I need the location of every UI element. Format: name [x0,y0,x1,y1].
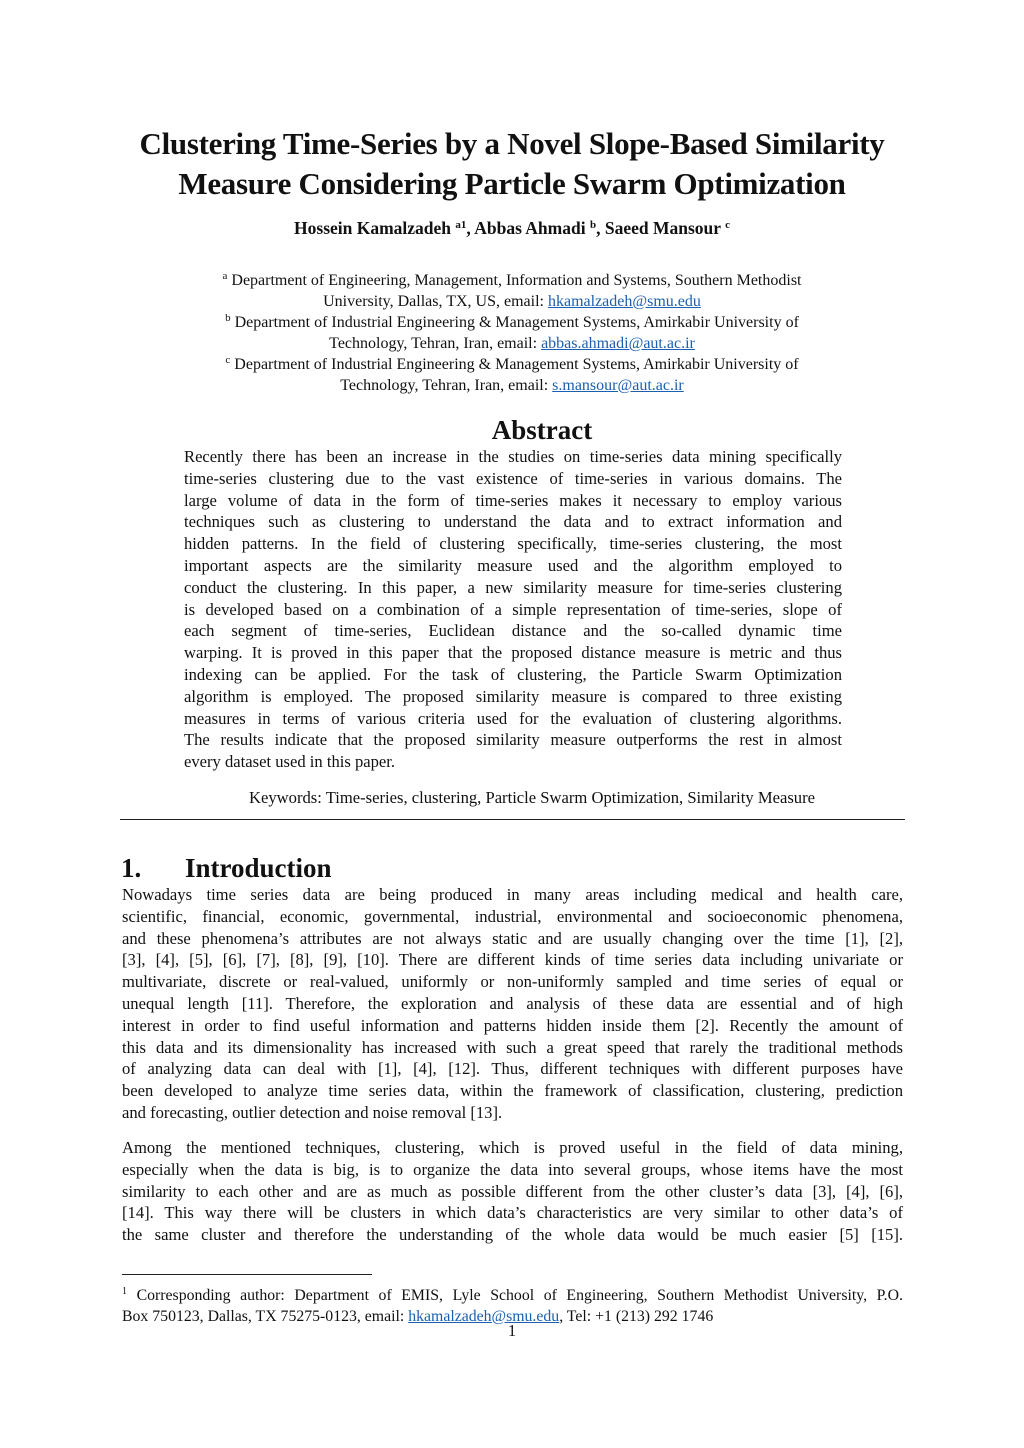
section-heading [121,851,332,885]
author-name: Hossein Kamalzadeh [294,218,452,238]
affiliation-text: University, Dallas, TX, US, email: [323,293,548,310]
email-link[interactable]: hkamalzadeh@smu.edu [547,293,701,310]
abstract-line: warping. It is proved in this paper that the proposed distance measure is metric and thus [184,643,842,663]
paragraph-line: especially when the data is big, is to organize the data into several groups, whose items have the most [122,1159,903,1179]
abstract-line: conduct the clustering. In this paper, a new similarity measure for time-series clustering [184,577,842,597]
paragraph-line: and forecasting, outlier detection and noise removal [13]. [122,1102,503,1122]
affiliations [180,270,844,396]
page-number: 1 [507,1321,517,1340]
abstract-line: each segment of time-series, Euclidean distance and the so-called dynamic time [184,621,842,641]
footnote-text: Corresponding author: Department of EMIS, Lyle School of Engineering, Southern Methodist University, P.O. [127,1287,903,1304]
abstract-line: techniques such as clustering to understand the data and to extract information and [184,512,842,532]
author-separator: , [466,218,475,238]
author-name: Saeed Mansour [604,218,721,238]
abstract-line: measures in terms of various criteria used for the evaluation of clustering algorithms. [184,708,842,728]
footnote-text: , Tel: +1 (213) 292 1746 [559,1308,714,1325]
abstract-line: algorithm is employed. The proposed similarity measure is compared to three existing [184,686,842,706]
affiliation-line [180,333,844,354]
author-affiliation-mark: b [589,219,597,231]
abstract-line: important aspects are the similarity measure used and the algorithm employed to [184,555,842,575]
affiliation-mark: c [225,354,231,366]
affiliation-line [180,291,844,312]
email-link[interactable]: abbas.ahmadi@aut.ac.ir [541,335,695,352]
author-list [100,216,924,240]
affiliation-line [180,312,844,333]
email-link[interactable]: s.mansour@aut.ac.ir [552,377,684,394]
paragraph-line: unequal length [11]. Therefore, the exploration and analysis of these data are essential and of high [122,993,903,1013]
title-line-2: Measure Considering Particle Swarm Optimization [178,166,846,201]
abstract-heading: Abstract [491,415,593,445]
footnote-divider [122,1274,372,1275]
author-affiliation-mark: c [725,219,730,231]
keywords: Keywords: Time-series, clustering, Particle Swarm Optimization, Similarity Measure [249,788,815,807]
paragraph-line: multivariate, discrete or real-valued, uniformly or non-uniformly sampled and time series of equal or [122,972,903,992]
affiliation-line [180,270,844,291]
section-title: Introduction [185,853,332,883]
abstract-line: hidden patterns. In the field of clustering specifically, time-series clustering, the most [184,534,842,554]
paragraph-line: this data and its dimensionality has increased with such a great speed that rarely the traditional methods [122,1037,903,1057]
affiliation-text: Department of Industrial Engineering & Management Systems, Amirkabir University of [234,314,799,331]
intro-paragraph-2 [122,1137,903,1246]
affiliation-text: Technology, Tehran, Iran, email: [329,335,542,352]
paragraph-line: of analyzing data can deal with [1], [4], [12]. Thus, different techniques with different purposes have [122,1059,903,1079]
footnote-text: Box 750123, Dallas, TX 75275-0123, email: [122,1308,409,1325]
author-separator: , [596,218,605,238]
paragraph-line: Among the mentioned techniques, clustering, which is proved useful in the field of data mining, [122,1138,903,1157]
affiliation-mark: a [222,270,228,282]
footnote-mark: 1 [122,1286,127,1297]
abstract-line: indexing can be applied. For the task of clustering, the Particle Swarm Optimization [184,664,842,684]
affiliation-text: Technology, Tehran, Iran, email: [340,377,553,394]
abstract-line: large volume of data in the form of time-series makes it necessary to employ various [184,490,842,510]
abstract-line: The results indicate that the proposed similarity measure outperforms the rest in almost [184,730,842,750]
paper-title [100,124,924,204]
paragraph-line: similarity to each other and are as much as possible different from the other cluster’s data [3], [4], [6], [122,1181,903,1201]
intro-paragraph-1 [122,884,903,1124]
paragraph-line: [3], [4], [5], [6], [7], [8], [9], [10]. There are different kinds of time series data including univariate or [122,950,903,970]
paragraph-line: the same cluster and therefore the understanding of the whole data would be much easier [5] [15]. [122,1225,903,1245]
affiliation-line [180,375,844,396]
author-name: Abbas Ahmadi [474,218,586,238]
paragraph-line: scientific, financial, economic, governmental, industrial, environmental and socioeconomic phenomena, [122,906,903,926]
abstract-line: Recently there has been an increase in the studies on time-series data mining specifically [184,447,842,466]
abstract-line: every dataset used in this paper. [184,752,396,772]
author-affiliation-mark: a1 [455,219,467,231]
abstract-body [184,446,842,773]
section-divider [120,819,905,820]
affiliation-text: Department of Industrial Engineering & Management Systems, Amirkabir University of [234,356,799,373]
abstract-line: is developed based on a combination of a simple representation of time-series, slope of [184,599,842,619]
paragraph-line: and these phenomena’s attributes are not always static and are usually changing over the time [1], [2], [122,928,903,948]
title-line-1: Clustering Time-Series by a Novel Slope-Based Similarity [139,126,885,161]
abstract-line: time-series clustering due to the vast existence of time-series in various domains. The [184,468,842,488]
paragraph-line: interest in order to find useful information and patterns hidden inside them [2]. Recently the amount of [122,1015,903,1035]
paragraph-line: [14]. This way there will be clusters in which data’s characteristics are very similar to other data’s of [122,1203,903,1223]
section-number: 1. [121,853,142,883]
footnote-line [122,1285,903,1306]
paragraph-line: been developed to analyze time series data, within the framework of classification, clustering, prediction [122,1081,903,1101]
affiliation-line [180,354,844,375]
affiliation-text: Department of Engineering, Management, Information and Systems, Southern Methodist [231,272,802,289]
paragraph-line: Nowadays time series data are being produced in many areas including medical and health care, [122,885,903,904]
affiliation-mark: b [225,312,231,324]
email-link[interactable]: hkamalzadeh@smu.edu [408,1308,560,1325]
